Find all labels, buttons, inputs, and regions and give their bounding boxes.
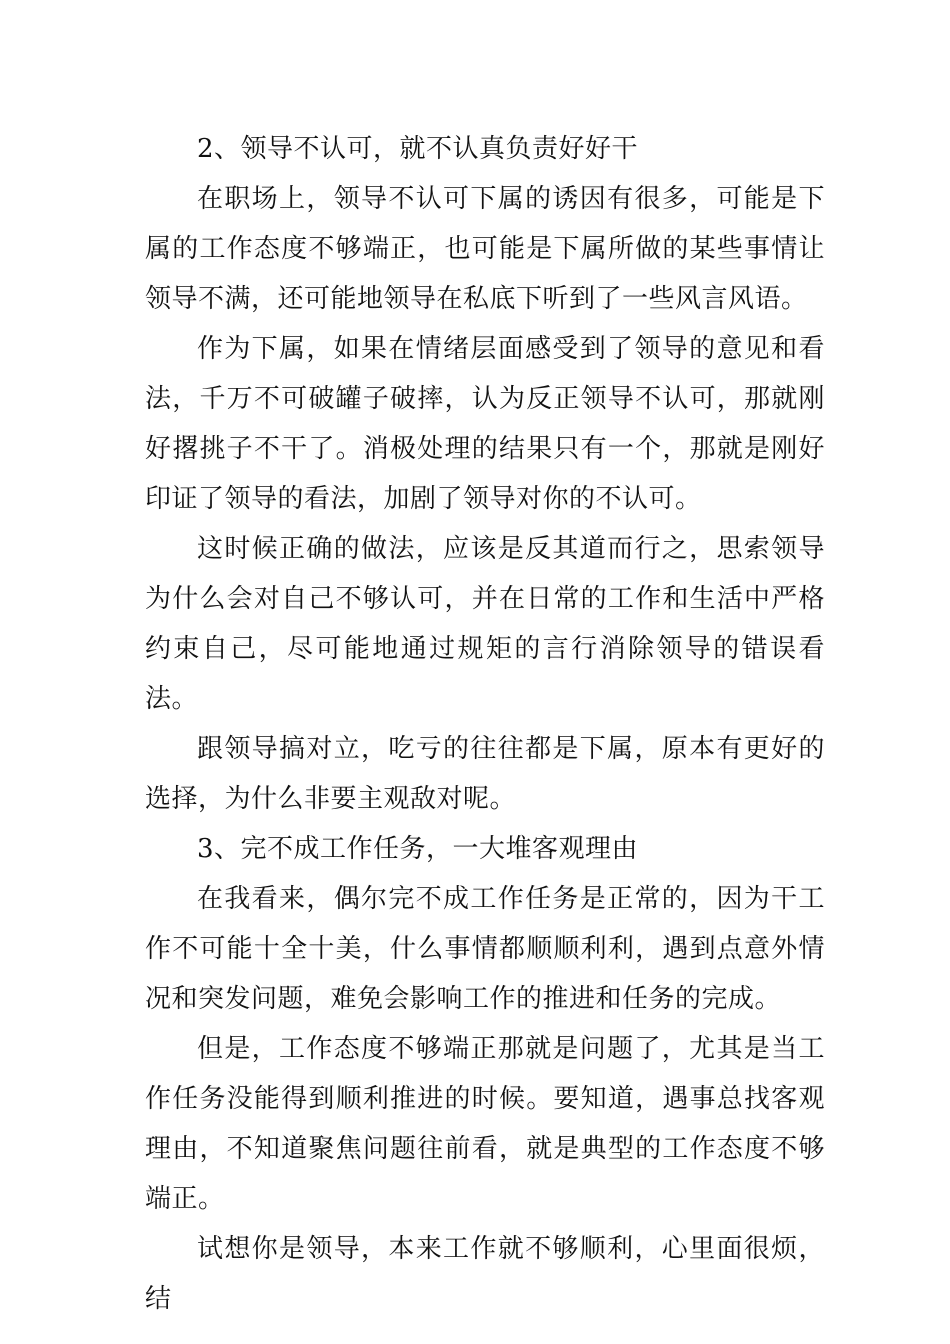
paragraph: 试想你是领导，本来工作就不够顺利，心里面很烦，结 [145,1234,825,1314]
paragraph: 这时候正确的做法，应该是反其道而行之，思索领导为什么会对自己不够认可，并在日常的工作和生活中严格约束自己，尽可能地通过规矩的言行消除领导的错误看法。 [145,534,825,714]
paragraph: 作为下属，如果在情绪层面感受到了领导的意见和看法，千万不可破罐子破摔，认为反正领导不认可，那就刚好撂挑子不干了。消极处理的结果只有一个，那就是刚好印证了领导的看法，加剧了领导对你的不认可。 [145,334,825,514]
document-body [145,124,825,1324]
paragraph: 但是，工作态度不够端正那就是问题了，尤其是当工作任务没能得到顺利推进的时候。要知道，遇事总找客观理由，不知道聚焦问题往前看，就是典型的工作态度不够端正。 [145,1034,825,1214]
section-heading-2: 2、领导不认可，就不认真负责好好干 [197,134,639,164]
section-heading-3: 3、完不成工作任务，一大堆客观理由 [197,834,639,864]
paragraph: 在职场上，领导不认可下属的诱因有很多，可能是下属的工作态度不够端正，也可能是下属所做的某些事情让领导不满，还可能地领导在私底下听到了一些风言风语。 [145,184,825,314]
paragraph: 跟领导搞对立，吃亏的往往都是下属，原本有更好的选择，为什么非要主观敌对呢。 [145,734,825,814]
paragraph: 在我看来，偶尔完不成工作任务是正常的，因为干工作不可能十全十美，什么事情都顺顺利利，遇到点意外情况和突发问题，难免会影响工作的推进和任务的完成。 [145,884,825,1014]
